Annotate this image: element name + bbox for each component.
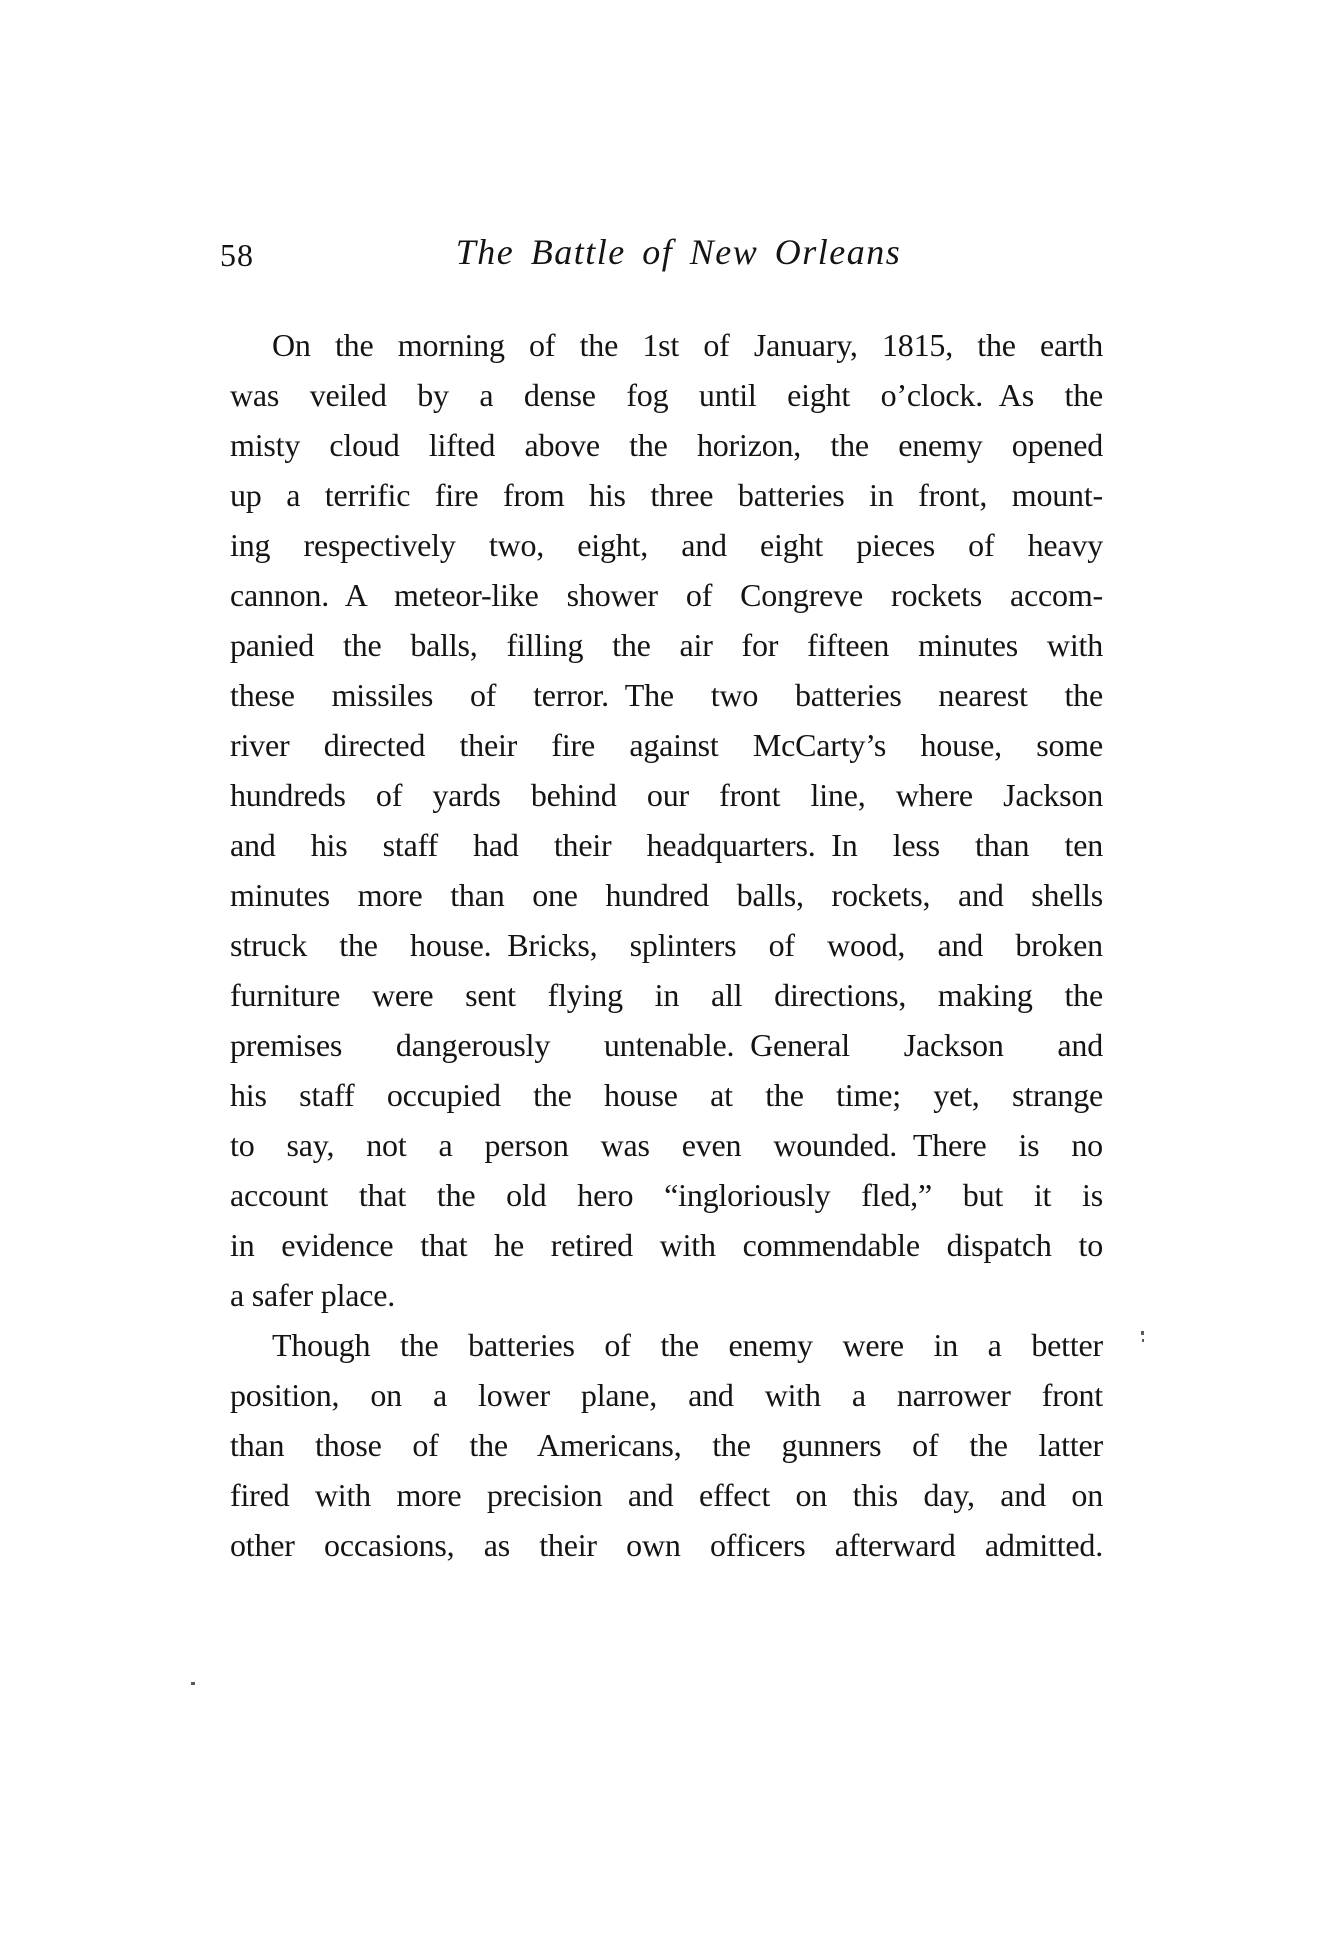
text-line: ing respectively two, eight, and eight pieces of heavy [230,527,1103,563]
text-line: Though the batteries of the enemy were in a better [272,1327,1103,1363]
text-line: furniture were sent flying in all directions, making the [230,977,1103,1013]
text-line: other occasions, as their own officers afterward admitted. [230,1527,1103,1563]
body-text [230,320,1103,1570]
text-line: hundreds of yards behind our front line, where Jackson [230,777,1103,813]
text-line: misty cloud lifted above the horizon, the enemy opened [230,427,1103,463]
text-line: a safer place. [230,1277,396,1313]
scan-speck [1142,1339,1144,1342]
text-line: account that the old hero “ingloriously fled,” but it is [230,1177,1103,1213]
text-line: panied the balls, filling the air for fifteen minutes with [230,627,1103,663]
scan-speck [1141,1331,1144,1335]
text-line: up a terrific fire from his three batteries in front, mount- [230,477,1103,513]
paragraph-1 [230,320,1103,1320]
page-number: 58 [220,237,254,273]
scan-speck [191,1682,195,1685]
text-line: his staff occupied the house at the time; yet, strange [230,1077,1103,1113]
text-line: was veiled by a dense fog until eight o’clock. As the [230,377,1103,413]
text-line: premises dangerously untenable. General Jackson and [230,1027,1103,1063]
text-line: than those of the Americans, the gunners of the latter [230,1427,1103,1463]
paragraph-2 [230,1320,1103,1570]
text-line: position, on a lower plane, and with a narrower front [230,1377,1103,1413]
text-line: to say, not a person was even wounded. There is no [230,1127,1103,1163]
running-title: The Battle of New Orleans [455,232,902,272]
text-line: and his staff had their headquarters. In less than ten [230,827,1103,863]
text-line: these missiles of terror. The two batteries nearest the [230,677,1103,713]
text-line: struck the house. Bricks, splinters of wood, and broken [230,927,1103,963]
text-line: minutes more than one hundred balls, rockets, and shells [230,877,1103,913]
text-line: in evidence that he retired with commendable dispatch to [230,1227,1103,1263]
text-line: fired with more precision and effect on this day, and on [230,1477,1103,1513]
text-line: cannon. A meteor-like shower of Congreve rockets accom- [230,577,1103,613]
text-line: river directed their fire against McCarty’s house, some [230,727,1103,763]
text-line: On the morning of the 1st of January, 1815, the earth [272,327,1103,363]
